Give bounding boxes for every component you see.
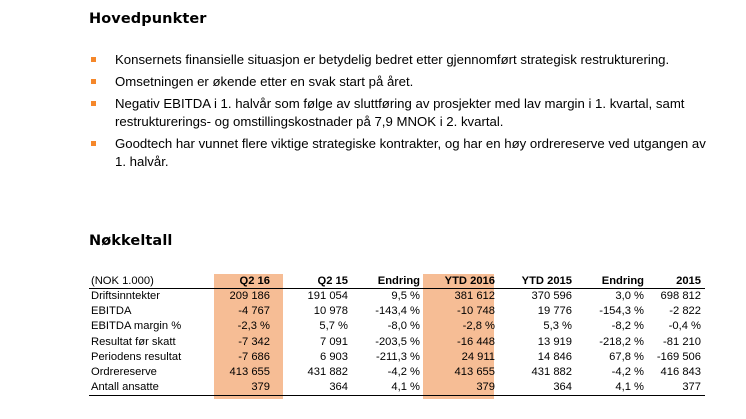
bullet-item: Negativ EBITDA i 1. halvår som følge av sluttføring av prosjekter med lav margin i 1. kvartal, samt restrukturerings- og omstillingskostnader på 7,9 MNOK i 2. kvartal.	[89, 95, 709, 131]
table-cell: -7 342	[238, 335, 270, 348]
table-row	[89, 289, 705, 304]
table-cell: 13 919	[537, 335, 572, 348]
table-cell: -7 686	[238, 350, 270, 363]
table-cell: 4,1 %	[391, 381, 420, 394]
header-cell: Endring	[601, 275, 644, 287]
table-cell: 3,0 %	[615, 290, 644, 302]
header-cell: YTD 2016	[444, 275, 495, 287]
row-label: EBITDA	[91, 305, 132, 318]
table-cell: -81 210	[663, 335, 701, 348]
row-label: EBITDA margin %	[91, 320, 182, 333]
header-cell: (NOK 1.000)	[91, 275, 154, 287]
section-title-nokkeltall: Nøkkeltall	[89, 233, 173, 249]
table-cell: 377	[682, 381, 701, 394]
table-cell: 209 186	[229, 290, 270, 302]
table-cell: 14 846	[537, 350, 572, 363]
table-cell: 431 882	[531, 365, 572, 378]
table-cell: -2 822	[669, 305, 701, 318]
table-row	[89, 380, 705, 396]
table-cell: 6 903	[320, 350, 348, 363]
bullet-item: Omsetningen er økende etter en svak start på året.	[89, 73, 709, 91]
header-cell: 2015	[676, 275, 701, 287]
table-cell: -4 767	[238, 305, 270, 318]
bullet-square-icon	[91, 57, 96, 62]
bullet-square-icon	[91, 79, 96, 84]
table-cell: 19 776	[537, 305, 572, 318]
row-label: Ordrereserve	[91, 365, 157, 378]
table-cell: -203,5 %	[375, 335, 420, 348]
table-cell: 698 812	[660, 290, 701, 302]
table-cell: -2,3 %	[237, 320, 270, 333]
table-cell: -218,2 %	[599, 335, 644, 348]
row-label: Periodens resultat	[91, 350, 182, 363]
table-cell: 413 655	[454, 365, 495, 378]
table-row	[89, 304, 705, 319]
table-cell: -0,4 %	[668, 320, 701, 333]
table-cell: -8,2 %	[611, 320, 644, 333]
section-title-hovedpunkter: Hovedpunkter	[89, 11, 207, 27]
table-cell: 9,5 %	[391, 290, 420, 302]
table-cell: -4,2 %	[611, 365, 644, 378]
table-cell: 67,8 %	[609, 350, 644, 363]
header-cell: Q2 16	[239, 275, 270, 287]
bullet-square-icon	[91, 101, 96, 106]
table-cell: 5,7 %	[319, 320, 348, 333]
table-cell: 191 054	[307, 290, 348, 302]
row-label: Driftsinntekter	[91, 290, 161, 302]
header-cell: Endring	[377, 275, 420, 287]
table-row	[89, 365, 705, 380]
table-cell: -211,3 %	[376, 350, 420, 363]
table-cell: -169 506	[656, 350, 701, 363]
table-cell: 10 978	[313, 305, 348, 318]
bullet-item: Goodtech har vunnet flere viktige strategiske kontrakter, og har en høy ordrereserve ved utgangen av 1. halvår.	[89, 135, 709, 171]
highlights-list	[89, 51, 709, 175]
table-cell: 5,3 %	[543, 320, 572, 333]
table-cell: -154,3 %	[599, 305, 644, 318]
key-figures-table	[89, 274, 705, 396]
header-cell: Q2 15	[317, 275, 348, 287]
table-cell: -4,2 %	[387, 365, 420, 378]
table-cell: 413 655	[229, 365, 270, 378]
table-cell: 416 843	[660, 365, 701, 378]
bullet-square-icon	[91, 141, 96, 146]
header-cell: YTD 2015	[521, 275, 572, 287]
table-row	[89, 335, 705, 350]
table-cell: 381 612	[454, 290, 495, 302]
table-cell: 370 596	[531, 290, 572, 302]
table-cell: -143,4 %	[375, 305, 420, 318]
table-cell: 24 911	[461, 350, 495, 363]
table-cell: -16 448	[457, 335, 495, 348]
table-cell: 379	[251, 381, 270, 394]
bullet-item: Konsernets finansielle situasjon er betydelig bedret etter gjennomført strategisk restrukturering.	[89, 51, 709, 69]
table-cell: 364	[553, 381, 572, 394]
table-cell: 379	[476, 381, 495, 394]
table-row	[89, 350, 705, 365]
row-label: Resultat før skatt	[91, 335, 176, 348]
table-cell: 431 882	[307, 365, 348, 378]
row-label: Antall ansatte	[91, 381, 159, 394]
table-cell: -8,0 %	[387, 320, 420, 333]
table-cell: -2,8 %	[462, 320, 495, 333]
table-cell: 4,1 %	[615, 381, 644, 394]
table-cell: 364	[329, 381, 348, 394]
table-cell: 7 091	[320, 335, 348, 348]
table-cell: -10 748	[457, 305, 495, 318]
table-row	[89, 319, 705, 334]
table-header-row	[89, 274, 705, 289]
